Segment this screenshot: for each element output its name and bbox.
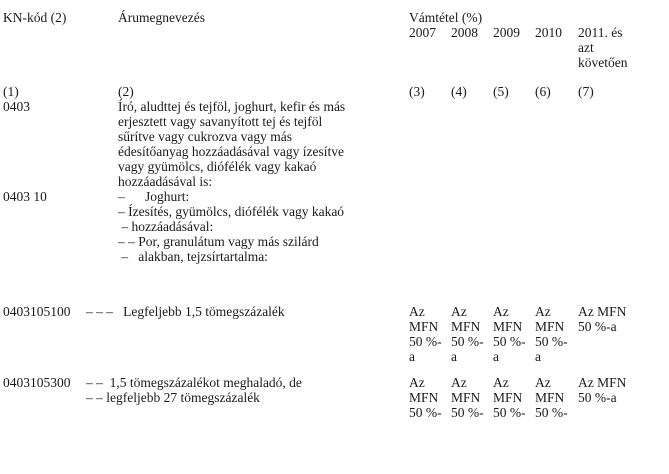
- row-code-0403105300: 0403105300: [3, 375, 71, 390]
- rate-2010: Az MFN 50 %-: [535, 375, 568, 420]
- col-num-5: (5): [493, 84, 509, 99]
- col-num-4: (4): [451, 84, 467, 99]
- header-year-2010: 2010: [535, 25, 562, 40]
- rate-2009: Az MFN 50 %- a: [493, 304, 526, 364]
- row-desc-0403105300: – – 1,5 tömegszázalékot meghaladó, de – – legfeljebb 27 tömegszázalék: [86, 375, 302, 405]
- header-year-2007: 2007: [409, 25, 436, 40]
- row-code-040310: 0403 10: [3, 189, 47, 204]
- header-year-2008: 2008: [451, 25, 478, 40]
- header-kn-code: KN-kód (2): [3, 10, 67, 25]
- rate-2008: Az MFN 50 %- a: [451, 304, 484, 364]
- col-num-2: (2): [118, 84, 134, 99]
- rate-2009: Az MFN 50 %-: [493, 375, 526, 420]
- rate-2011: Az MFN 50 %-a: [578, 304, 627, 334]
- col-num-1: (1): [3, 84, 19, 99]
- row-code-0403: 0403: [3, 99, 30, 114]
- header-duty-rate: Vámtétel (%): [409, 10, 483, 25]
- row-desc-0403105100: – – – Legfeljebb 1,5 tömegszázalék: [86, 304, 285, 319]
- rate-2007: Az MFN 50 %- a: [409, 304, 442, 364]
- row-code-0403105100: 0403105100: [3, 304, 71, 319]
- col-num-6: (6): [535, 84, 551, 99]
- rate-2008: Az MFN 50 %-: [451, 375, 484, 420]
- header-product-name: Árumegnevezés: [118, 10, 205, 25]
- header-year-2011: 2011. és azt követően: [578, 25, 628, 70]
- row-desc-0403: Író, aludttej és tejföl, joghurt, kefir és más erjesztett vagy savanyított tej és tejföl sűrítve vagy cukrozva vagy más édesítőanyag hozzáadásával vagy ízesítve vagy gyümölcs, diófélék vagy kakaó hozzáadásával is:: [118, 99, 346, 189]
- rate-2011: Az MFN 50 %-a: [578, 375, 627, 405]
- col-num-3: (3): [409, 84, 425, 99]
- col-num-7: (7): [578, 84, 594, 99]
- rate-2007: Az MFN 50 %-: [409, 375, 442, 420]
- rate-2010: Az MFN 50 %- a: [535, 304, 568, 364]
- row-desc-040310: – Joghurt: – Ízesítés, gyümölcs, diófélék vagy kakaó – hozzáadásával: – – Por, granulátum vagy más szilárd – alakban, tejzsírtartalma:: [118, 189, 345, 264]
- header-year-2009: 2009: [493, 25, 520, 40]
